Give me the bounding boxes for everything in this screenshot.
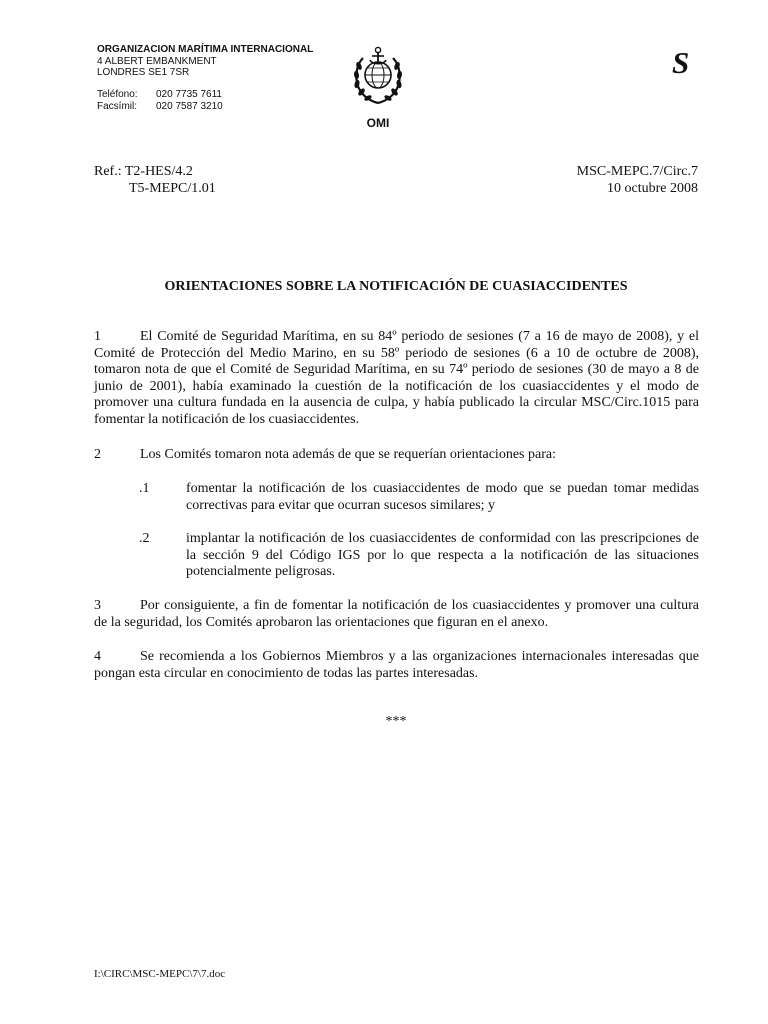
subitem-number: .1: [139, 481, 150, 496]
organization-abbreviation: OMI: [366, 116, 390, 130]
paragraph-text: Por consiguiente, a fin de fomentar la notificación de los cuasiaccidentes y promover una cultura de la seguridad, los Comités aprobaron las orientaciones que figuran en el anexo.: [94, 598, 699, 630]
paragraph-number: 3: [94, 598, 101, 613]
document-title: ORIENTACIONES SOBRE LA NOTIFICACIÓN DE CUASIACCIDENTES: [164, 279, 628, 294]
phone-row: [97, 89, 223, 101]
subitem-2: [139, 531, 699, 581]
fax-row: [97, 101, 223, 113]
language-code: S: [672, 45, 690, 80]
phone-number: 020 7735 7611: [156, 89, 222, 100]
subitem-text: fomentar la notificación de los cuasiaccidentes de modo que se puedan tomar medidas correctivas para evitar que ocurran sucesos similares; y: [186, 481, 699, 513]
paragraph-number: 1: [94, 329, 101, 344]
paragraph-number: 4: [94, 649, 101, 664]
imo-emblem-icon: [349, 44, 407, 106]
paragraph-4: [94, 649, 699, 682]
paragraph-text: Los Comités tomaron nota además de que se requerían orientaciones para:: [140, 447, 556, 462]
document-number: MSC-MEPC.7/Circ.7: [576, 164, 698, 179]
fax-number: 020 7587 3210: [156, 101, 223, 112]
document-info: [577, 163, 698, 197]
subitem-number: .2: [139, 531, 150, 546]
fax-label: Facsímil:: [97, 101, 137, 112]
organization-address: [97, 44, 313, 79]
paragraph-number: 2: [94, 447, 101, 462]
contact-info: [97, 89, 223, 113]
reference-line-1: Ref.: T2-HES/4.2: [94, 164, 193, 179]
document-date: 10 octubre 2008: [607, 181, 698, 196]
paragraph-text: El Comité de Seguridad Marítima, en su 84º periodo de sesiones (7 a 16 de mayo de 2008), y el Comité de Protección del Medio Marino, en su 58º periodo de sesiones (6 a 10 de octubre de 2008), tomaron nota de que el Comité de Seguridad Marítima, en su 74º periodo de sesiones (30 de mayo a 8 de junio de 2001), había examinado la cuestión de la notificación de los cuasiaccidentes y el modo de promover una cultura fundada en la ausencia de culpa, y había publicado la circular MSC/Circ.1015 para fomentar la notificación de los cuasiaccidentes.: [94, 329, 699, 427]
section-separator: ***: [385, 714, 407, 729]
paragraph-2: [94, 447, 699, 464]
organization-name: ORGANIZACION MARÍTIMA INTERNACIONAL: [97, 44, 314, 55]
address-line-1: 4 ALBERT EMBANKMENT: [97, 55, 217, 67]
reference-line-2: T5-MEPC/1.01: [129, 181, 216, 196]
subitem-text: implantar la notificación de los cuasiaccidentes de conformidad con las prescripciones de la sección 9 del Código IGS por lo que respecta a la notificación de las situaciones potencialmente peligrosas.: [186, 531, 699, 579]
address-line-2: LONDRES SE1 7SR: [97, 67, 190, 78]
phone-label: Teléfono:: [97, 89, 138, 100]
paragraph-3: [94, 598, 699, 631]
footer-file-path: I:\CIRC\MSC-MEPC\7\7.doc: [94, 968, 226, 980]
reference-block: [94, 163, 216, 197]
paragraph-text: Se recomienda a los Gobiernos Miembros y a las organizaciones internacionales interesadas que pongan esta circular en conocimiento de todas las partes interesadas.: [94, 649, 699, 681]
subitem-1: [139, 481, 699, 514]
paragraph-1: [94, 329, 699, 428]
